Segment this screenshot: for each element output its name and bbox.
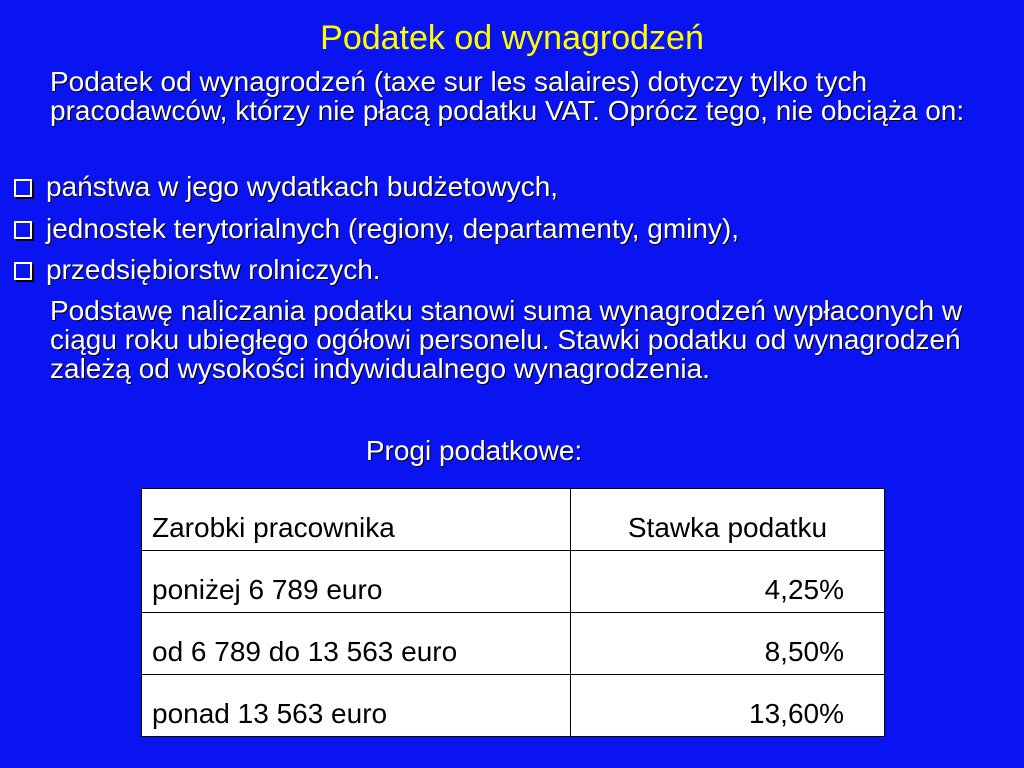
tax-base-paragraph: Podstawę naliczania podatku stanowi suma wynagrodzeń wypłaconych w ciągu roku ubiegłego ogółowi personelu. Stawki podatku od wynagrodzeń zależą od wysokości indywidualnego wynagrodzenia. [50, 295, 963, 384]
table-header-row [142, 489, 885, 551]
bullet-text: jednostek terytorialnych (regiony, departamenty, gminy), [46, 213, 740, 244]
bullet-item [14, 214, 739, 243]
table-cell-rate: 4,25% [571, 551, 885, 613]
table-cell-rate: 13,60% [571, 675, 885, 737]
checkbox-bullet-icon [14, 179, 32, 197]
slide-title: Podatek od wynagrodzeń [320, 19, 704, 57]
table-row [142, 613, 885, 675]
bullet-item [14, 255, 381, 284]
table-row [142, 551, 885, 613]
tax-thresholds-table [141, 488, 885, 737]
table-header-cell: Stawka podatku [571, 489, 885, 551]
bullet-text: przedsiębiorstw rolniczych. [46, 254, 381, 285]
thresholds-heading: Progi podatkowe: [365, 435, 583, 466]
intro-paragraph: Podatek od wynagrodzeń (taxe sur les salaires) dotyczy tylko tych pracodawców, którzy nie płacą podatku VAT. Oprócz tego, nie obciąża on: [50, 66, 965, 126]
checkbox-bullet-icon [14, 262, 32, 280]
table-cell-income: poniżej 6 789 euro [142, 551, 571, 613]
bullet-text: państwa w jego wydatkach budżetowych, [46, 171, 559, 202]
table-header-cell: Zarobki pracownika [142, 489, 571, 551]
checkbox-bullet-icon [14, 221, 32, 239]
table-cell-income: od 6 789 do 13 563 euro [142, 613, 571, 675]
table-cell-income: ponad 13 563 euro [142, 675, 571, 737]
table-cell-rate: 8,50% [571, 613, 885, 675]
table-row [142, 675, 885, 737]
bullet-item [14, 172, 558, 201]
